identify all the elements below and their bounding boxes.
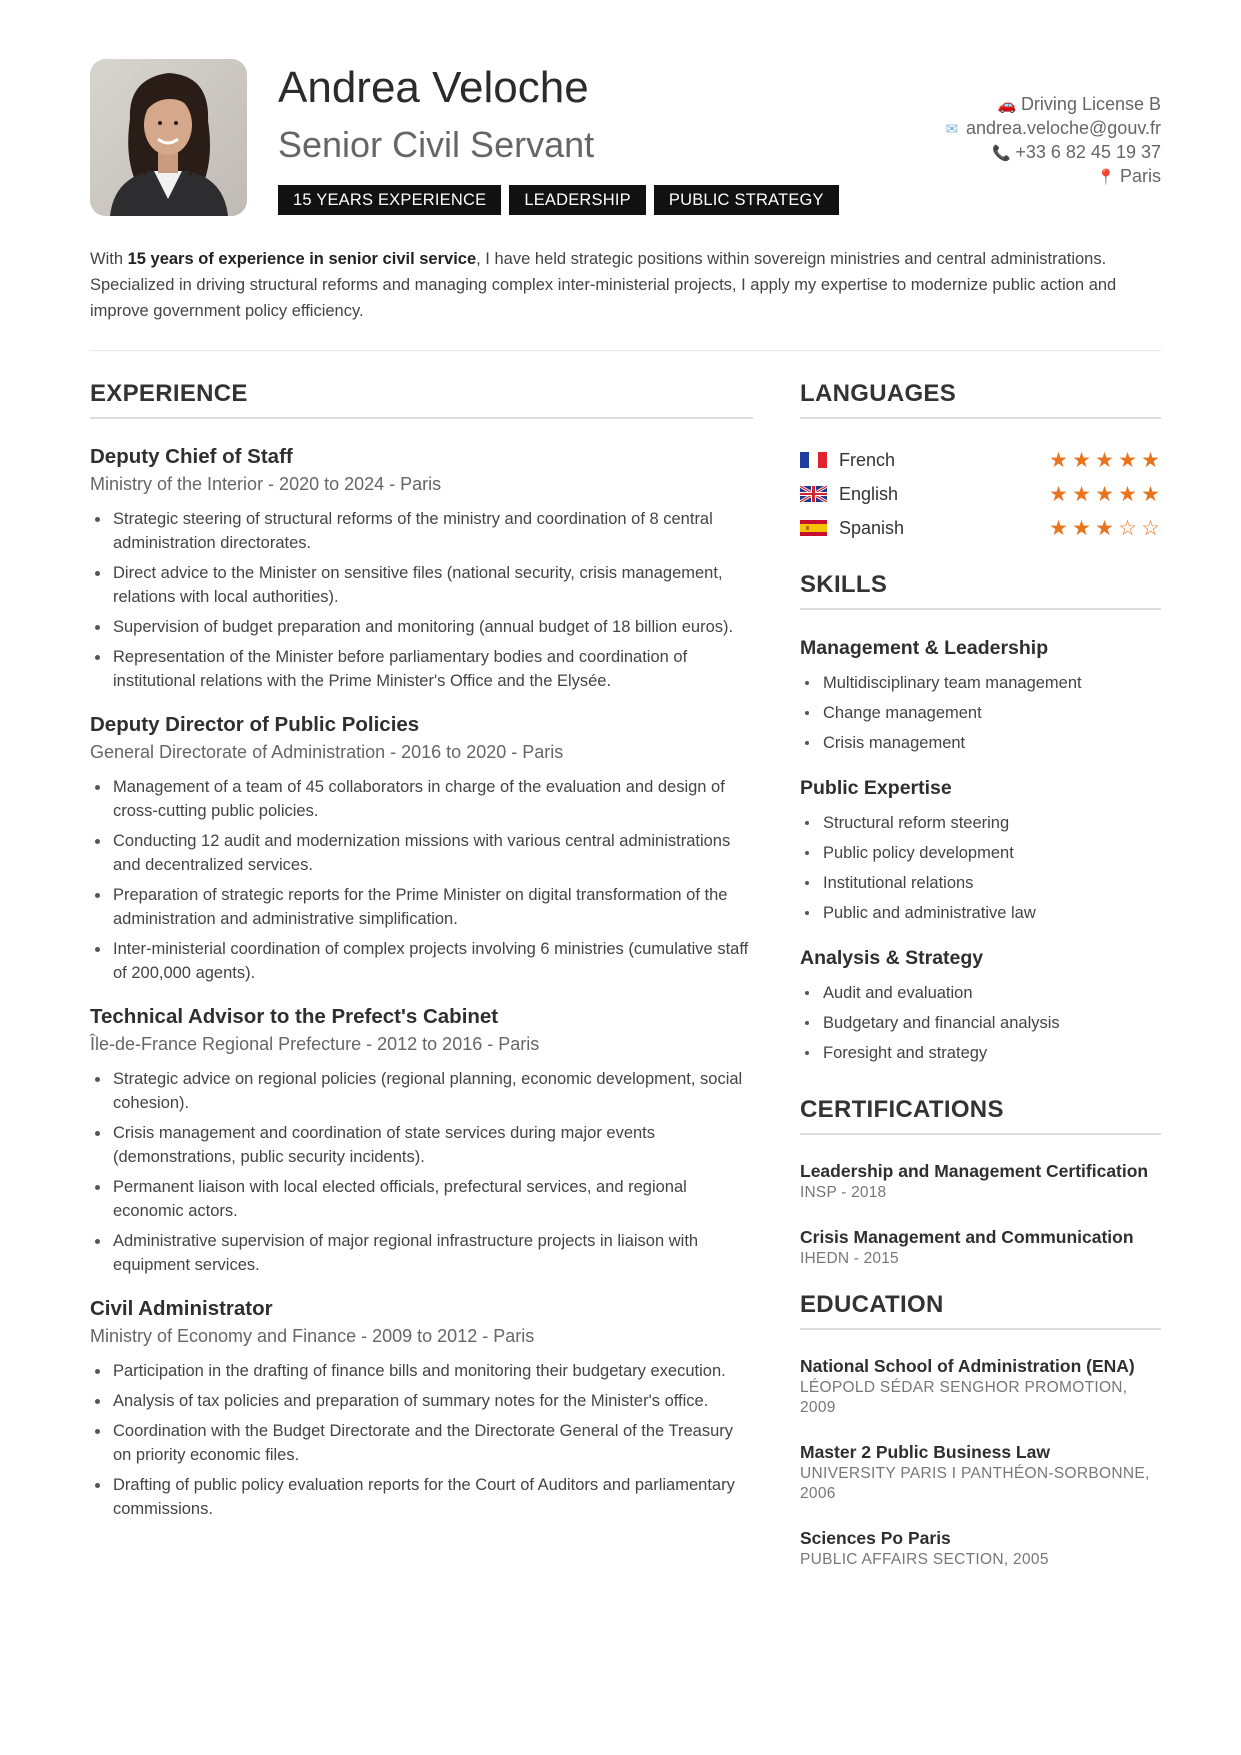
profile-photo [90,59,247,216]
language-row [800,443,1161,477]
tag-badge: PUBLIC STRATEGY [654,185,839,215]
rating-stars [1048,518,1161,539]
job-entry [90,1003,753,1277]
job-bullet: Conducting 12 audit and modernization missions with various central administrations and decentralized services. [90,829,753,877]
location-pin-icon: 📍 [1096,169,1116,186]
job-title: Civil Administrator [90,1297,273,1320]
star-filled-icon: ★ [1095,482,1114,506]
education-heading: EDUCATION [800,1291,1161,1330]
skill-item: Foresight and strategy [800,1038,1161,1068]
education-entry [800,1526,1161,1570]
language-row [800,477,1161,511]
education-entry [800,1354,1161,1418]
candidate-title: Senior Civil Servant [278,124,595,165]
job-list [90,443,753,1521]
job-entry [90,1295,753,1521]
job-bullet: Direct advice to the Minister on sensitive files (national security, crisis management, relations with local authorities). [90,561,753,609]
job-bullet: Administrative supervision of major regional infrastructure projects in liaison with equipment services. [90,1229,753,1277]
star-filled-icon: ★ [1095,516,1114,540]
certification-entry [800,1159,1161,1203]
tag-badge: LEADERSHIP [509,185,646,215]
experience-heading: EXPERIENCE [90,380,753,419]
education-detail: UNIVERSITY PARIS I PANTHÉON-SORBONNE, 2006 [800,1465,1150,1502]
job-bullet: Inter-ministerial coordination of complex projects involving 6 ministries (cumulative staff of 200,000 agents). [90,937,753,985]
skill-group-title: Analysis & Strategy [800,947,984,969]
rating-stars [1048,484,1161,505]
job-bullet: Permanent liaison with local elected officials, prefectural services, and regional economic actors. [90,1175,753,1223]
phone-text: +33 6 82 45 19 37 [1015,142,1161,162]
job-bullet: Management of a team of 45 collaborators in charge of the evaluation and design of cross-cutting public policies. [90,775,753,823]
star-filled-icon: ★ [1049,516,1068,540]
candidate-name: Andrea Veloche [278,63,589,112]
education-title: National School of Administration (ENA) [800,1356,1135,1376]
star-filled-icon: ★ [1049,482,1068,506]
job-bullet: Supervision of budget preparation and monitoring (annual budget of 18 billion euros). [90,615,753,639]
skill-groups [800,634,1161,1068]
skills-heading: SKILLS [800,571,1161,610]
envelope-icon: ✉ [945,121,959,138]
education-entry [800,1440,1161,1504]
tag-badge: 15 YEARS EXPERIENCE [278,185,501,215]
star-filled-icon: ★ [1072,482,1091,506]
skill-item: Institutional relations [800,868,1161,898]
car-icon: 🚗 [997,97,1017,114]
star-empty-icon: ☆ [1118,516,1137,540]
star-filled-icon: ★ [1095,448,1114,472]
job-bullet: Preparation of strategic reports for the Prime Minister on digital transformation of the administration and administrative simplification. [90,883,753,931]
star-filled-icon: ★ [1141,482,1160,506]
contact-city [941,165,1161,189]
job-bullet: Participation in the drafting of finance bills and monitoring their budgetary execution. [90,1359,753,1383]
email-text[interactable]: andrea.veloche@gouv.fr [965,118,1161,138]
experience-column [90,380,753,1539]
header-divider [90,350,1161,351]
job-bullet-list [90,1359,753,1521]
certification-title: Leadership and Management Certification [800,1161,1149,1181]
skill-item: Public policy development [800,838,1161,868]
contact-license [941,93,1161,117]
star-filled-icon: ★ [1072,448,1091,472]
language-name: Spanish [839,517,905,538]
skill-group [800,944,1161,1068]
skill-group-title: Public Expertise [800,777,952,799]
contact-phone [941,141,1161,165]
job-title: Deputy Director of Public Policies [90,713,420,736]
job-bullet-list [90,775,753,985]
skill-group [800,774,1161,928]
languages-heading: LANGUAGES [800,380,1161,419]
job-bullet: Strategic advice on regional policies (regional planning, economic development, social cohesion). [90,1067,753,1115]
phone-icon: 📞 [992,145,1011,162]
job-bullet: Drafting of public policy evaluation reports for the Court of Auditors and parliamentary commissions. [90,1473,753,1521]
france-flag-icon [800,452,827,468]
uk-flag-icon [800,486,827,502]
skill-list [800,668,1161,758]
certification-title: Crisis Management and Communication [800,1227,1134,1247]
job-bullet-list [90,1067,753,1277]
job-bullet: Representation of the Minister before parliamentary bodies and coordination of institutional relations with the Prime Minister's Office and the Elysée. [90,645,753,693]
license-text: Driving License B [1020,94,1161,114]
star-filled-icon: ★ [1049,448,1068,472]
star-filled-icon: ★ [1072,516,1091,540]
skill-item: Audit and evaluation [800,978,1161,1008]
skill-group-title: Management & Leadership [800,637,1049,659]
skill-item: Structural reform steering [800,808,1161,838]
job-bullet-list [90,507,753,693]
job-bullet: Crisis management and coordination of state services during major events (demonstrations, public security incidents). [90,1121,753,1169]
language-name: French [839,449,896,470]
skill-item: Budgetary and financial analysis [800,1008,1161,1038]
contact-email[interactable] [941,117,1161,141]
star-empty-icon: ☆ [1141,516,1160,540]
job-title: Deputy Chief of Staff [90,445,293,468]
star-filled-icon: ★ [1141,448,1160,472]
certifications-heading: CERTIFICATIONS [800,1096,1161,1135]
rating-stars [1048,450,1161,471]
skill-item: Change management [800,698,1161,728]
star-filled-icon: ★ [1118,482,1137,506]
certification-entry [800,1225,1161,1269]
skill-item: Multidisciplinary team management [800,668,1161,698]
skill-item: Crisis management [800,728,1161,758]
job-subtitle: Ministry of the Interior - 2020 to 2024 - Paris [90,474,442,494]
certification-issuer: IHEDN - 2015 [800,1250,899,1267]
profile-summary: With 15 years of experience in senior civil service, I have held strategic positions within sovereign ministries and central administrations. Specialized in driving structural reforms and managing complex inter-ministerial projects, I apply my expertise to modernize public action and improve government policy efficiency. [90,250,1117,320]
certification-issuer: INSP - 2018 [800,1184,887,1201]
education-list [800,1354,1161,1570]
language-list [800,443,1161,545]
education-title: Master 2 Public Business Law [800,1442,1050,1462]
job-bullet: Strategic steering of structural reforms of the ministry and coordination of 8 central administration directorates. [90,507,753,555]
tag-list [278,185,839,215]
job-entry [90,711,753,985]
skill-list [800,978,1161,1068]
sidebar-column [800,380,1161,1592]
summary-highlight: 15 years of experience in senior civil service [127,250,477,268]
city-text: Paris [1119,166,1161,186]
job-subtitle: Ministry of Economy and Finance - 2009 to 2012 - Paris [90,1326,535,1346]
language-name: English [839,483,899,504]
education-detail: LÉOPOLD SÉDAR SENGHOR PROMOTION, 2009 [800,1379,1128,1416]
job-bullet: Coordination with the Budget Directorate and the Directorate General of the Treasury on priority economic files. [90,1419,753,1467]
education-detail: PUBLIC AFFAIRS SECTION, 2005 [800,1551,1049,1568]
education-title: Sciences Po Paris [800,1528,951,1548]
skill-group [800,634,1161,758]
job-entry [90,443,753,693]
spain-flag-icon [800,520,827,536]
job-title: Technical Advisor to the Prefect's Cabinet [90,1005,499,1028]
skill-list [800,808,1161,928]
job-bullet: Analysis of tax policies and preparation of summary notes for the Minister's office. [90,1389,753,1413]
language-row [800,511,1161,545]
skill-item: Public and administrative law [800,898,1161,928]
job-subtitle: Île-de-France Regional Prefecture - 2012 to 2016 - Paris [90,1034,540,1054]
star-filled-icon: ★ [1118,448,1137,472]
contact-block [941,93,1161,189]
job-subtitle: General Directorate of Administration - 2016 to 2020 - Paris [90,742,564,762]
certification-list [800,1159,1161,1269]
